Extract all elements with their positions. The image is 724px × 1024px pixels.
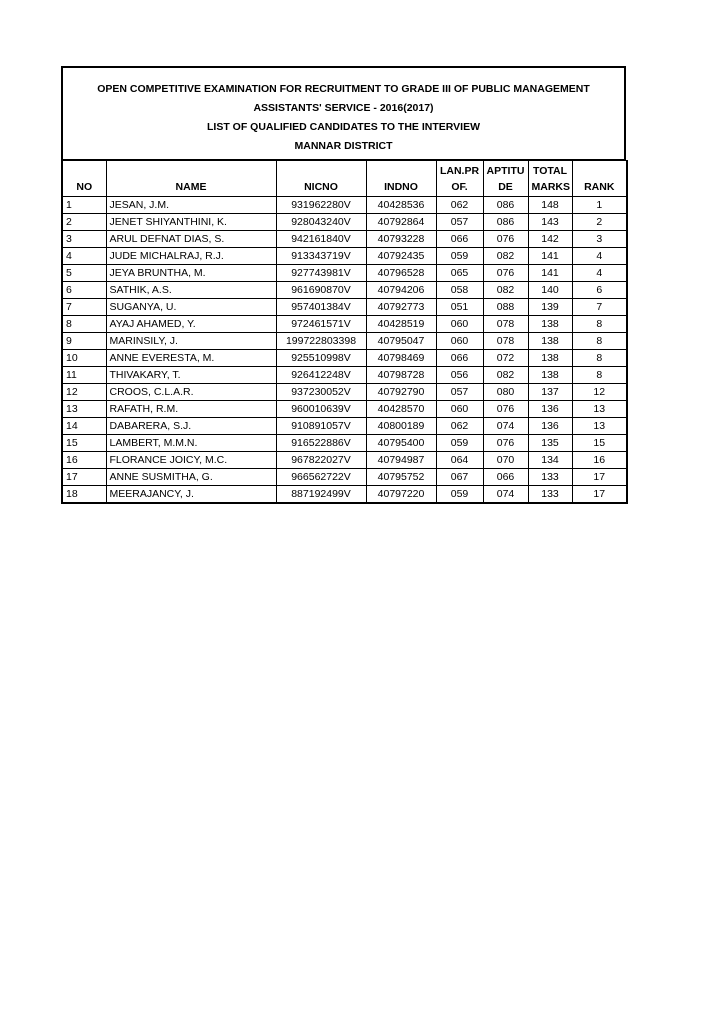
cell-indno: 40794987	[366, 452, 436, 469]
cell-total-marks: 142	[528, 231, 572, 248]
cell-aptitude: 078	[483, 316, 528, 333]
cell-name: AYAJ AHAMED, Y.	[106, 316, 276, 333]
header-indno: INDNO	[366, 161, 436, 197]
cell-total-marks: 135	[528, 435, 572, 452]
cell-nicno: 887192499V	[276, 486, 366, 504]
cell-nicno: 199722803398	[276, 333, 366, 350]
table-row	[62, 299, 627, 316]
cell-nicno: 961690870V	[276, 282, 366, 299]
cell-aptitude: 088	[483, 299, 528, 316]
table-row	[62, 265, 627, 282]
cell-indno: 40797220	[366, 486, 436, 504]
cell-aptitude: 078	[483, 333, 528, 350]
header-no: NO	[62, 161, 106, 197]
cell-nicno: 957401384V	[276, 299, 366, 316]
cell-name: THIVAKARY, T.	[106, 367, 276, 384]
table-row	[62, 486, 627, 504]
cell-total-marks: 140	[528, 282, 572, 299]
cell-lan-prof: 067	[436, 469, 483, 486]
cell-no: 10	[62, 350, 106, 367]
cell-name: CROOS, C.L.A.R.	[106, 384, 276, 401]
cell-lan-prof: 060	[436, 401, 483, 418]
cell-name: JENET SHIYANTHINI, K.	[106, 214, 276, 231]
cell-lan-prof: 059	[436, 435, 483, 452]
cell-nicno: 942161840V	[276, 231, 366, 248]
cell-rank: 17	[572, 469, 627, 486]
title-line-4: MANNAR DISTRICT	[294, 140, 393, 152]
cell-aptitude: 076	[483, 265, 528, 282]
cell-name: JESAN, J.M.	[106, 197, 276, 214]
cell-lan-prof: 060	[436, 316, 483, 333]
cell-no: 17	[62, 469, 106, 486]
cell-rank: 13	[572, 401, 627, 418]
cell-nicno: 916522886V	[276, 435, 366, 452]
cell-no: 16	[62, 452, 106, 469]
cell-nicno: 927743981V	[276, 265, 366, 282]
cell-total-marks: 143	[528, 214, 572, 231]
cell-name: ANNE SUSMITHA, G.	[106, 469, 276, 486]
cell-total-marks: 138	[528, 333, 572, 350]
cell-total-marks: 133	[528, 486, 572, 504]
cell-rank: 3	[572, 231, 627, 248]
cell-rank: 4	[572, 248, 627, 265]
cell-name: ANNE EVERESTA, M.	[106, 350, 276, 367]
cell-indno: 40794206	[366, 282, 436, 299]
cell-total-marks: 141	[528, 248, 572, 265]
title-line-1: OPEN COMPETITIVE EXAMINATION FOR RECRUITMENT TO GRADE III OF PUBLIC MANAGEMENT	[97, 83, 590, 95]
cell-nicno: 910891057V	[276, 418, 366, 435]
cell-rank: 1	[572, 197, 627, 214]
cell-nicno: 926412248V	[276, 367, 366, 384]
table-row	[62, 350, 627, 367]
cell-rank: 8	[572, 316, 627, 333]
cell-nicno: 931962280V	[276, 197, 366, 214]
cell-no: 14	[62, 418, 106, 435]
cell-no: 15	[62, 435, 106, 452]
cell-indno: 40795047	[366, 333, 436, 350]
cell-nicno: 966562722V	[276, 469, 366, 486]
cell-rank: 8	[572, 350, 627, 367]
cell-indno: 40800189	[366, 418, 436, 435]
table-row	[62, 418, 627, 435]
cell-indno: 40795400	[366, 435, 436, 452]
table-row	[62, 384, 627, 401]
cell-lan-prof: 060	[436, 333, 483, 350]
cell-nicno: 967822027V	[276, 452, 366, 469]
header-total-marks	[528, 161, 572, 197]
cell-total-marks: 138	[528, 316, 572, 333]
cell-rank: 7	[572, 299, 627, 316]
table-row	[62, 282, 627, 299]
cell-rank: 16	[572, 452, 627, 469]
table-row	[62, 401, 627, 418]
results-sheet	[61, 66, 626, 504]
table-row	[62, 333, 627, 350]
cell-total-marks: 133	[528, 469, 572, 486]
header-aptitude	[483, 161, 528, 197]
cell-lan-prof: 057	[436, 384, 483, 401]
cell-indno: 40428519	[366, 316, 436, 333]
header-total-line-2: MARKS	[531, 181, 570, 193]
cell-total-marks: 134	[528, 452, 572, 469]
cell-nicno: 960010639V	[276, 401, 366, 418]
cell-total-marks: 136	[528, 418, 572, 435]
cell-no: 5	[62, 265, 106, 282]
table-row	[62, 435, 627, 452]
cell-aptitude: 076	[483, 401, 528, 418]
document-title-block	[61, 66, 626, 160]
cell-indno: 40792435	[366, 248, 436, 265]
cell-aptitude: 086	[483, 214, 528, 231]
table-row	[62, 367, 627, 384]
table-row	[62, 469, 627, 486]
cell-name: LAMBERT, M.M.N.	[106, 435, 276, 452]
cell-lan-prof: 066	[436, 231, 483, 248]
cell-name: JEYA BRUNTHA, M.	[106, 265, 276, 282]
cell-no: 3	[62, 231, 106, 248]
cell-total-marks: 138	[528, 350, 572, 367]
title-line-2: ASSISTANTS' SERVICE - 2016(2017)	[253, 102, 434, 114]
cell-indno: 40792790	[366, 384, 436, 401]
cell-aptitude: 070	[483, 452, 528, 469]
cell-total-marks: 141	[528, 265, 572, 282]
header-nicno: NICNO	[276, 161, 366, 197]
cell-no: 9	[62, 333, 106, 350]
cell-name: ARUL DEFNAT DIAS, S.	[106, 231, 276, 248]
cell-lan-prof: 057	[436, 214, 483, 231]
cell-aptitude: 082	[483, 367, 528, 384]
cell-lan-prof: 056	[436, 367, 483, 384]
header-lan-prof-line-2: OF.	[451, 181, 468, 193]
cell-rank: 17	[572, 486, 627, 504]
cell-lan-prof: 064	[436, 452, 483, 469]
cell-nicno: 937230052V	[276, 384, 366, 401]
cell-lan-prof: 051	[436, 299, 483, 316]
cell-nicno: 972461571V	[276, 316, 366, 333]
cell-name: MEERAJANCY, J.	[106, 486, 276, 504]
cell-total-marks: 137	[528, 384, 572, 401]
cell-aptitude: 076	[483, 231, 528, 248]
cell-no: 1	[62, 197, 106, 214]
cell-rank: 8	[572, 333, 627, 350]
cell-rank: 2	[572, 214, 627, 231]
cell-no: 4	[62, 248, 106, 265]
cell-no: 7	[62, 299, 106, 316]
cell-no: 18	[62, 486, 106, 504]
cell-indno: 40796528	[366, 265, 436, 282]
cell-rank: 12	[572, 384, 627, 401]
cell-aptitude: 086	[483, 197, 528, 214]
header-name: NAME	[106, 161, 276, 197]
cell-aptitude: 080	[483, 384, 528, 401]
qualified-candidates-table	[61, 160, 628, 504]
header-lan-prof	[436, 161, 483, 197]
cell-total-marks: 139	[528, 299, 572, 316]
cell-total-marks: 138	[528, 367, 572, 384]
cell-aptitude: 074	[483, 486, 528, 504]
cell-name: RAFATH, R.M.	[106, 401, 276, 418]
cell-lan-prof: 058	[436, 282, 483, 299]
table-row	[62, 231, 627, 248]
cell-lan-prof: 062	[436, 418, 483, 435]
cell-lan-prof: 059	[436, 248, 483, 265]
header-rank: RANK	[572, 161, 627, 197]
cell-no: 2	[62, 214, 106, 231]
cell-nicno: 925510998V	[276, 350, 366, 367]
cell-nicno: 913343719V	[276, 248, 366, 265]
cell-name: DABARERA, S.J.	[106, 418, 276, 435]
cell-indno: 40798728	[366, 367, 436, 384]
cell-rank: 15	[572, 435, 627, 452]
table-header-row	[62, 161, 627, 197]
cell-rank: 8	[572, 367, 627, 384]
header-total-line-1: TOTAL	[532, 165, 568, 177]
cell-aptitude: 072	[483, 350, 528, 367]
cell-total-marks: 136	[528, 401, 572, 418]
cell-indno: 40792773	[366, 299, 436, 316]
cell-indno: 40795752	[366, 469, 436, 486]
cell-indno: 40428536	[366, 197, 436, 214]
cell-indno: 40798469	[366, 350, 436, 367]
cell-no: 8	[62, 316, 106, 333]
table-row	[62, 452, 627, 469]
cell-aptitude: 066	[483, 469, 528, 486]
cell-indno: 40792864	[366, 214, 436, 231]
cell-rank: 4	[572, 265, 627, 282]
cell-lan-prof: 066	[436, 350, 483, 367]
cell-lan-prof: 065	[436, 265, 483, 282]
table-body	[62, 197, 627, 504]
cell-rank: 6	[572, 282, 627, 299]
cell-nicno: 928043240V	[276, 214, 366, 231]
cell-aptitude: 076	[483, 435, 528, 452]
cell-no: 11	[62, 367, 106, 384]
cell-indno: 40793228	[366, 231, 436, 248]
cell-rank: 13	[572, 418, 627, 435]
table-row	[62, 248, 627, 265]
cell-name: JUDE MICHALRAJ, R.J.	[106, 248, 276, 265]
cell-lan-prof: 062	[436, 197, 483, 214]
title-line-3: LIST OF QUALIFIED CANDIDATES TO THE INTERVIEW	[206, 121, 480, 133]
header-lan-prof-line-1: LAN.PR	[439, 165, 480, 177]
cell-name: MARINSILY, J.	[106, 333, 276, 350]
cell-total-marks: 148	[528, 197, 572, 214]
cell-aptitude: 074	[483, 418, 528, 435]
header-aptitude-line-1: APTITU	[486, 165, 525, 177]
cell-name: SATHIK, A.S.	[106, 282, 276, 299]
cell-no: 13	[62, 401, 106, 418]
cell-name: FLORANCE JOICY, M.C.	[106, 452, 276, 469]
cell-aptitude: 082	[483, 248, 528, 265]
cell-lan-prof: 059	[436, 486, 483, 504]
header-aptitude-line-2: DE	[498, 181, 513, 193]
cell-no: 6	[62, 282, 106, 299]
cell-name: SUGANYA, U.	[106, 299, 276, 316]
table-row	[62, 197, 627, 214]
table-row	[62, 214, 627, 231]
cell-indno: 40428570	[366, 401, 436, 418]
cell-aptitude: 082	[483, 282, 528, 299]
cell-no: 12	[62, 384, 106, 401]
table-row	[62, 316, 627, 333]
